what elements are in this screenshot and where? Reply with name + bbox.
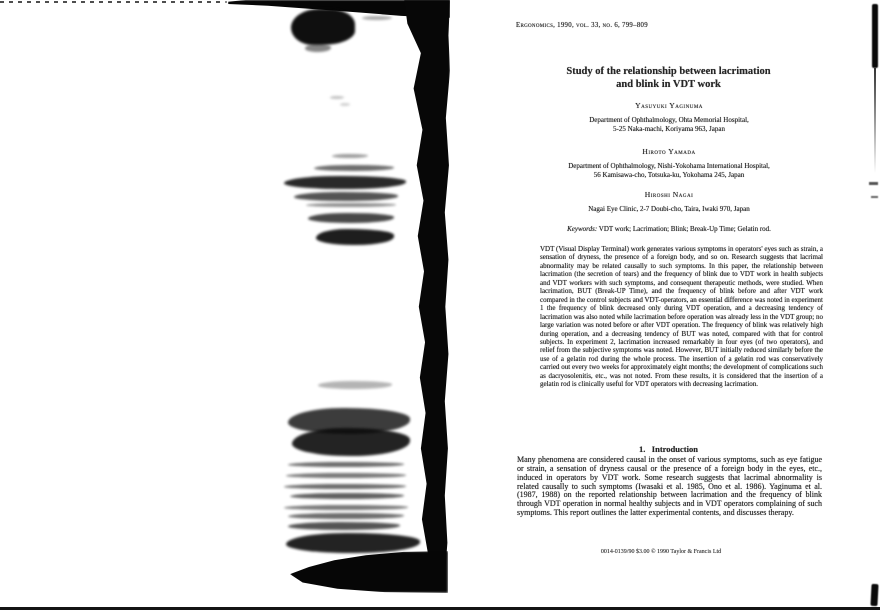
scan-speck-1 <box>330 96 344 99</box>
scan-smudge-08 <box>318 381 392 389</box>
scan-artifact-top-blob <box>291 9 355 45</box>
author-affiliation-3-line1: Nagai Eye Clinic, 2-7 Doubi-cho, Taira, Iwaki 970, Japan <box>588 205 750 213</box>
author-name-1: Yasuyuki Yaginuma <box>635 101 703 110</box>
scan-smudge-03 <box>284 176 406 189</box>
scan-smudge-04 <box>294 192 398 201</box>
author-affiliation-1-line2: 5-25 Naka-machi, Koriyama 963, Japan <box>613 125 725 134</box>
author-affiliation-1-line1: Department of Ophthalmology, Ohta Memorial Hospital, <box>589 116 749 124</box>
scan-smudge-01 <box>332 154 368 158</box>
author-block-1 <box>489 101 849 135</box>
scan-smudge-17 <box>288 522 400 530</box>
keywords-line <box>489 225 849 233</box>
author-affiliation-2-line1: Department of Ophthalmology, Nishi-Yokohama International Hospital, <box>568 162 770 170</box>
scan-smudge-07 <box>316 229 394 245</box>
scan-artifact-top-drip <box>305 44 331 52</box>
article-title <box>515 66 822 91</box>
author-block-3 <box>489 190 849 214</box>
scan-artifact-top-dotted-line <box>0 1 225 3</box>
author-affiliation-2-line2: 56 Kamisawa-cho, Totsuka-ku, Yokohama 245, Japan <box>593 171 745 180</box>
introduction-paragraph: Many phenomena are considered causal in the onset of various symptoms, such as eye fatigue or strain, a sensation of dryness causal or the presence of a foreign body in the eyes, etc., induced in operators by VDT work. Some research suggests that lacrimal abnormality is related causally to such symptoms (Iwasaki et al. 1985, Ono et al. 1986). Yaginuma et al. (1987, 1988) on the reported relationship between lacrimation and the frequency of blink through VDT operation in normal healthy subjects and in VDT operators complaining of such symptoms. This report outlines the latter experimental contents, and discusses therapy. <box>517 455 822 518</box>
author-block-2 <box>489 147 849 181</box>
scan-smudge-14 <box>290 493 404 499</box>
scan-artifact-top-streak <box>362 16 392 20</box>
abstract-paragraph: VDT (Visual Display Terminal) work generates various symptoms in operators' eyes such as strain, a sensation of dryness, the presence of a foreign body, and so on. Research suggests that lacrimal abnormality may be related causally to such symptoms. In this paper, the relationship between lacrimation (the secretion of tears) and the frequency of blink due to VDT work in health subjects and VDT workers with such symptoms, and consequent therapeutic methods, were studied. When lacrimation, BUT (Break-UP Time), and the frequency of blink before and after VDT work compared in the control subjects and VDT-operators, an essential difference was noted in experiment 1 the frequency of blink decreased only during VDT operation, and a decreasing tendency of lacrimation was also noted while lacrimation before operation was already less in the VDT group; no large variation was noted before or after VDT operation. The frequency of blink was relatively high during operation, and a decreasing tendency of BUT was noted, compared with that for control subjects. In experiment 2, lacrimation increased remarkably in four eyes (of two operators), and relief from the subjective symptoms was noted. However, BUT initially reduced similarly before the use of a gelatin rod during the whole process. The insertion of a gelatin rod was conservatively carried out every two weeks for approximately eight months; the development of complications such as dacryosolenitis, etc., was not noted. From these results, it is considered that the insertion of a gelatin rod is clinically useful for VDT operators with decreasing lacrimation. <box>540 245 823 389</box>
author-name-2: Hiroto Yamada <box>642 147 696 156</box>
keywords-text: VDT work; Lacrimation; Blink; Break-Up Time; Gelatin rod. <box>598 225 771 233</box>
scan-smudge-15 <box>284 505 408 510</box>
article-title-line2: and blink in VDT work <box>616 78 721 90</box>
scan-smudge-06 <box>308 213 394 223</box>
scan-smudge-10 <box>292 428 410 456</box>
scan-smudge-18 <box>286 533 420 553</box>
scan-artifact-gutter-band <box>398 0 450 590</box>
scan-smudge-02 <box>314 165 394 171</box>
scan-smudge-11 <box>288 462 404 467</box>
copyright-imprint: 0014-0139/90 $3.00 © 1990 Taylor & Francis Ltd <box>600 549 722 555</box>
article-title-line1: Study of the relationship between lacrimation <box>566 66 771 77</box>
scan-smudge-13 <box>284 484 406 489</box>
section-heading-introduction: 1. Introduction <box>639 444 698 454</box>
scan-smudge-16 <box>288 513 404 519</box>
author-name-3: Hiroshi Nagai <box>644 190 694 199</box>
scan-artifact-bottom-blob <box>290 551 448 593</box>
scan-speck-2 <box>340 103 350 106</box>
keywords-label: Keywords: <box>567 225 598 233</box>
journal-header: Ergonomics, 1990, vol. 33, no. 6, 799–809 <box>516 22 648 29</box>
journal-page <box>449 0 880 616</box>
scan-smudge-05 <box>306 203 396 207</box>
scan-smudge-12 <box>286 473 406 478</box>
